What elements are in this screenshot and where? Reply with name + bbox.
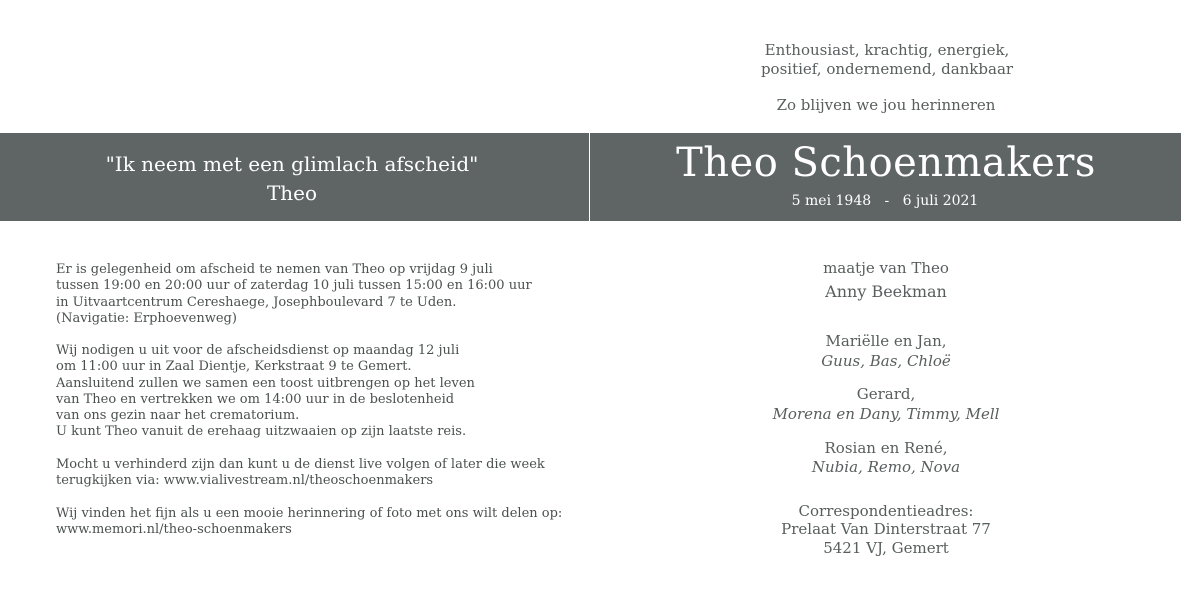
child-names: Rosian en René, (824, 439, 948, 457)
life-dates: 5 mei 1948 - 6 juli 2021 (791, 193, 979, 209)
grandchildren-names: Guus, Bas, Chloë (821, 352, 951, 370)
address-label: Correspondentieadres: (798, 502, 974, 520)
quote (106, 150, 479, 208)
text-line: van Theo en vertrekken we om 14:00 uur in de beslotenheid (56, 391, 455, 407)
child-names: Gerard, (856, 385, 916, 403)
deceased-name: Theo Schoenmakers (676, 140, 1096, 186)
text-line: om 11:00 uur in Zaal Dientje, Kerkstraat 9 te Gemert. (56, 359, 412, 375)
service-info (56, 343, 475, 441)
address-street: Prelaat Van Dinterstraat 77 (781, 520, 991, 538)
remember-text: Zo blijven we jou herinneren (776, 96, 996, 114)
text-line: Er is gelegenheid om afscheid te nemen van Theo op vrijdag 9 juli (56, 262, 493, 277)
motto-line: positief, ondernemend, dankbaar (760, 60, 1014, 78)
quote-signature: Theo (266, 181, 318, 205)
motto-line: Enthousiast, krachtig, energiek, (764, 41, 1010, 59)
text-line: Wij nodigen u uit voor de afscheidsdienst op maandag 12 juli (56, 343, 460, 358)
viewing-info (56, 262, 532, 327)
quote-text: "Ik neem met een glimlach afscheid" (105, 152, 479, 176)
grandchildren-names: Nubia, Remo, Nova (811, 458, 961, 476)
grandchildren-names: Morena en Dany, Timmy, Mell (772, 405, 1000, 423)
text-line: tussen 19:00 en 20:00 uur of zaterdag 10 juli tussen 15:00 en 16:00 uur (56, 278, 532, 294)
text-line: Aansluitend zullen we samen een toost uitbrengen op het leven (56, 375, 475, 391)
motto (761, 41, 1013, 79)
text-line: (Navigatie: Erphoevenweg) (56, 310, 237, 326)
text-line: U kunt Theo vanuit de erehaag uitzwaaien op zijn laatste reis. (56, 424, 467, 440)
memori-link[interactable]: www.memori.nl/theo-schoenmakers (56, 522, 292, 538)
text-line: in Uitvaartcentrum Cereshaege, Josephboulevard 7 te Uden. (56, 294, 457, 310)
partner-label: maatje van Theo (823, 259, 949, 277)
livestream-info (56, 457, 545, 490)
child-names: Mariëlle en Jan, (825, 332, 947, 350)
text-line: Wij vinden het fijn als u een mooie herinnering of foto met ons wilt delen op: (56, 506, 563, 521)
text-line: Mocht u verhinderd zijn dan kunt u de dienst live volgen of later die week (56, 457, 545, 472)
memori-info (56, 506, 562, 539)
text-line: van ons gezin naar het crematorium. (56, 408, 300, 424)
address-city: 5421 VJ, Gemert (823, 539, 949, 557)
partner-name: Anny Beekman (825, 282, 947, 301)
livestream-link[interactable]: terugkijken via: www.vialivestream.nl/theoschoenmakers (56, 473, 434, 489)
